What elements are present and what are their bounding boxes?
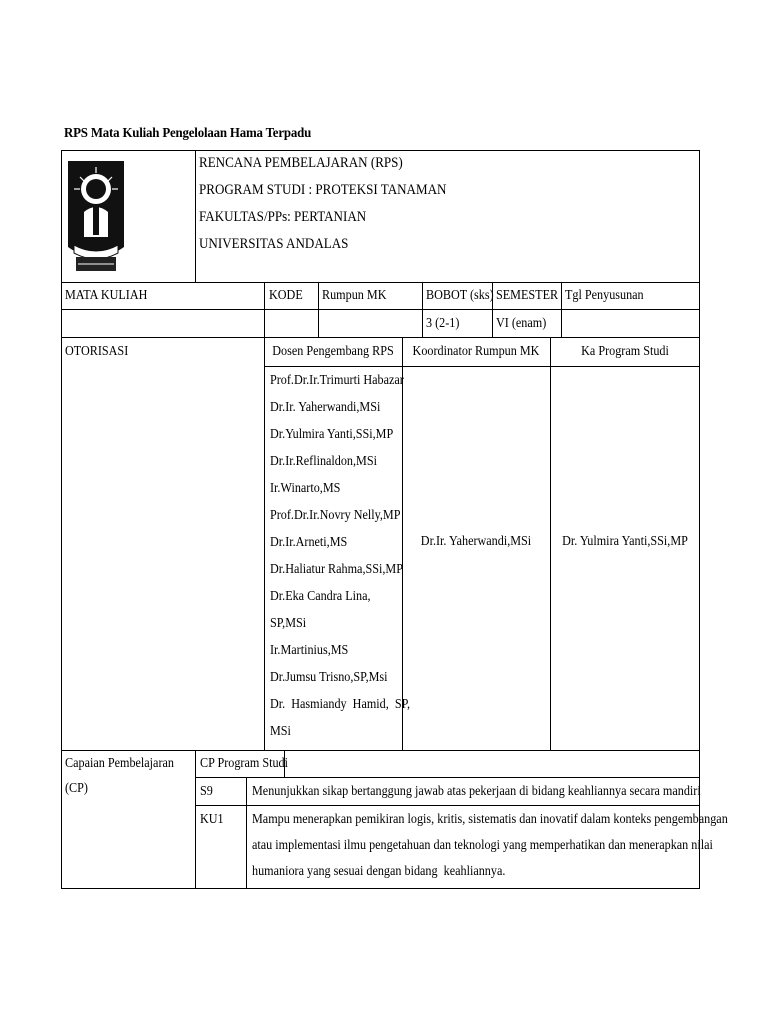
table-rule	[264, 282, 265, 750]
dosen-item: Dr.Haliatur Rahma,SSi,MP	[270, 561, 403, 576]
kaprodi-header: Ka Program Studi	[581, 343, 669, 358]
kaprodi-name: Dr. Yulmira Yanti,SSi,MP	[562, 533, 688, 548]
dosen-item: Ir.Martinius,MS	[270, 642, 349, 657]
table-rule	[61, 282, 700, 283]
program-studi: PROGRAM STUDI : PROTEKSI TANAMAN	[199, 182, 447, 198]
table-rule	[195, 750, 196, 889]
table-rule	[195, 805, 700, 806]
capaian-label: Capaian Pembelajaran	[65, 755, 174, 770]
table-rule	[318, 282, 319, 337]
cp-text-line: Mampu menerapkan pemikiran logis, kritis, sistematis dan inovatif dalam konteks pengembangan	[252, 811, 728, 826]
document-title: RPS Mata Kuliah Pengelolaan Hama Terpadu	[64, 126, 312, 141]
dosen-item: Dr.Jumsu Trisno,SP,Msi	[270, 669, 388, 684]
tgl-penyusunan-label: Tgl Penyusunan	[565, 287, 644, 302]
dosen-item: SP,MSi	[270, 615, 307, 630]
dosen-item: Dr.Yulmira Yanti,SSi,MP	[270, 426, 394, 441]
table-rule	[561, 282, 562, 337]
table-rule	[264, 366, 700, 367]
table-rule	[195, 150, 196, 282]
dosen-item: MSi	[270, 723, 291, 738]
dosen-item: Ir.Winarto,MS	[270, 480, 341, 495]
table-rule	[61, 309, 700, 310]
bobot-value: 3 (2-1)	[426, 315, 460, 330]
kode-label: KODE	[269, 287, 303, 302]
dosen-pengembang-header: Dosen Pengembang RPS	[272, 343, 394, 358]
cp-code: KU1	[200, 811, 224, 826]
table-rule	[246, 777, 247, 889]
bobot-label: BOBOT (sks)	[426, 287, 494, 302]
university-crest-icon	[66, 157, 126, 275]
capaian-label-cp: (CP)	[65, 780, 88, 795]
dosen-item: Dr.Ir.Arneti,MS	[270, 534, 348, 549]
dosen-item: Prof.Dr.Ir.Trimurti Habazar	[270, 372, 404, 387]
table-rule	[422, 282, 423, 337]
semester-value: VI (enam)	[496, 315, 547, 330]
mata-kuliah-label: MATA KULIAH	[65, 287, 148, 302]
dosen-item: Prof.Dr.Ir.Novry Nelly,MP	[270, 507, 401, 522]
table-rule	[61, 337, 700, 338]
dosen-item: Dr.Eka Candra Lina,	[270, 588, 371, 603]
cp-text-line: atau implementasi ilmu pengetahuan dan teknologi yang memperhatikan dan menerapkan nilai	[252, 837, 713, 852]
table-rule	[61, 750, 700, 751]
fakultas: FAKULTAS/PPs: PERTANIAN	[199, 209, 367, 225]
semester-label: SEMESTER	[496, 287, 559, 302]
otorisasi-label: OTORISASI	[65, 343, 129, 358]
dosen-item: Dr.Ir. Yaherwandi,MSi	[270, 399, 381, 414]
cp-program-studi: CP Program Studi	[200, 755, 288, 770]
cp-text: Menunjukkan sikap bertanggung jawab atas pekerjaan di bidang keahliannya secara mandiri	[252, 783, 701, 798]
koordinator-name: Dr.Ir. Yaherwandi,MSi	[420, 533, 532, 548]
universitas: UNIVERSITAS ANDALAS	[199, 236, 349, 252]
rps-title: RENCANA PEMBELAJARAN (RPS)	[199, 155, 403, 171]
dosen-item: Dr. Hasmiandy Hamid, SP,	[270, 696, 411, 711]
table-rule	[195, 777, 700, 778]
dosen-item: Dr.Ir.Reflinaldon,MSi	[270, 453, 377, 468]
koordinator-header: Koordinator Rumpun MK	[412, 343, 540, 358]
cp-code: S9	[200, 783, 213, 798]
table-rule	[402, 337, 403, 750]
cp-text-line: humaniora yang sesuai dengan bidang keahliannya.	[252, 863, 506, 878]
rumpun-label: Rumpun MK	[322, 287, 387, 302]
table-rule	[550, 337, 551, 750]
